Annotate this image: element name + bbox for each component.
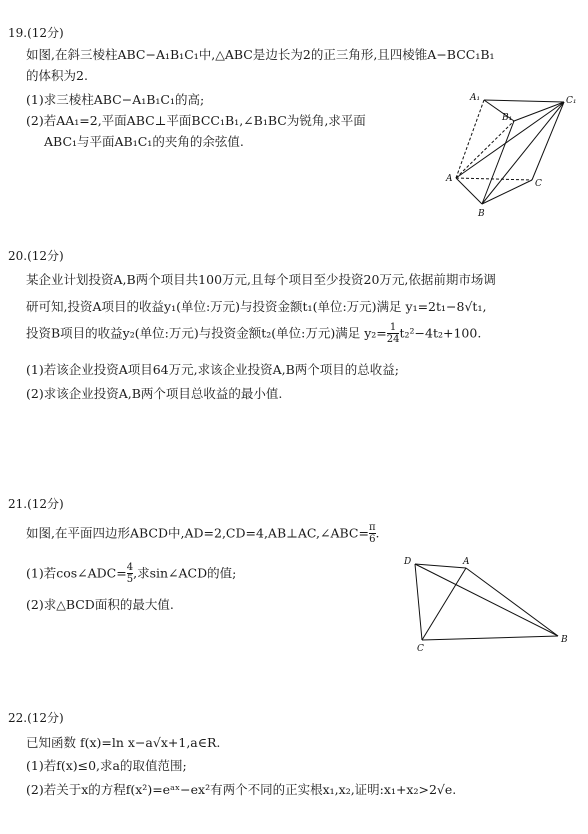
edge-ac — [456, 178, 532, 180]
problem-19-line-2: 的体积为2. — [26, 68, 88, 83]
problem-21-part-1a: (1)若cos∠ADC= — [26, 565, 127, 581]
label-d: D — [404, 557, 412, 567]
label-a: A — [446, 174, 453, 184]
prism-figure — [440, 88, 580, 224]
problem-22-part-2: (2)若关于x的方程f(x²)=eᵃˣ−ex²有两个不同的正实根x₁,x₂,证明:x₁+x₂>2√e. — [26, 782, 457, 797]
problem-21-part-1 — [26, 563, 236, 585]
fraction-den: 24 — [386, 334, 400, 345]
problem-19-line-1: 如图,在斜三棱柱ABC−A₁B₁C₁中,△ABC是边长为2的正三角形,且四棱锥A−BCC₁B₁ — [26, 47, 495, 62]
label-b: B — [478, 209, 485, 219]
label-a: A — [463, 557, 470, 567]
problem-20-part-1: (1)若该企业投资A项目64万元,求该企业投资A,B两个项目的总收益; — [26, 362, 400, 377]
diag-db — [415, 564, 558, 636]
edge-cd — [415, 564, 422, 640]
problem-21-line-1 — [26, 523, 380, 545]
fraction-num: 4 — [126, 562, 134, 573]
problem-19-header: 19.(12分) — [8, 26, 64, 40]
problem-21-part-2: (2)求△BCD面积的最大值. — [26, 597, 174, 612]
problem-20-line-1: 某企业计划投资A,B两个项目共100万元,且每个项目至少投资20万元,依据前期市场调 — [26, 272, 496, 287]
problem-22-header: 22.(12分) — [8, 711, 64, 725]
diag-ab1 — [456, 121, 514, 178]
edge-aa1 — [456, 100, 484, 178]
fraction-num: 1 — [389, 322, 397, 333]
problem-19-part-2-cont: ABC₁与平面AB₁C₁的夹角的余弦值. — [44, 134, 244, 149]
problem-21-line-1b: . — [375, 525, 380, 541]
problem-20-part-2: (2)求该企业投资A,B两个项目总收益的最小值. — [26, 386, 283, 401]
problem-21-part-1b: ,求sin∠ACD的值; — [133, 565, 237, 581]
label-a1: A₁ — [470, 93, 481, 103]
edge-a1c1 — [484, 100, 564, 102]
fraction-den: 6 — [369, 534, 376, 545]
problem-22-part-1: (1)若f(x)≤0,求a的取值范围; — [26, 758, 187, 773]
problem-20-line-3b: t₂²−4t₂+100. — [399, 325, 482, 341]
label-b: B — [561, 635, 568, 645]
edge-ab — [466, 568, 558, 636]
problem-20-line-2: 研可知,投资A项目的收益y₁(单位:万元)与投资金额t₁(单位:万元)满足 y₁=2t₁−8√t₁, — [26, 299, 487, 314]
label-b1: B₁ — [502, 113, 513, 123]
problem-19-part-1: (1)求三棱柱ABC−A₁B₁C₁的高; — [26, 92, 205, 107]
edge-ab — [456, 178, 482, 204]
fraction-num: π — [368, 522, 376, 533]
problem-20-header: 20.(12分) — [8, 249, 64, 263]
problem-21-line-1a: 如图,在平面四边形ABCD中,AD=2,CD=4,AB⊥AC,∠ABC= — [26, 525, 369, 541]
problem-22-line-1: 已知函数 f(x)=ln x−a√x+1,a∈R. — [26, 735, 221, 750]
label-c: C — [417, 644, 424, 654]
label-c1: C₁ — [566, 96, 577, 106]
fraction-1-24 — [387, 323, 400, 345]
label-c: C — [535, 179, 542, 189]
problem-19-part-2: (2)若AA₁=2,平面ABC⊥平面BCC₁B₁,∠B₁BC为锐角,求平面 — [26, 113, 366, 128]
problem-20-line-3a: 投资B项目的收益y₂(单位:万元)与投资金额t₂(单位:万元)满足 y₂= — [26, 325, 387, 341]
edge-bb1 — [482, 121, 514, 204]
fraction-den: 5 — [126, 574, 134, 585]
quadrilateral-figure — [400, 552, 575, 656]
problem-21-header: 21.(12分) — [8, 497, 64, 511]
problem-20-line-3 — [26, 323, 481, 345]
edge-bc — [422, 636, 558, 640]
fraction-pi-6 — [369, 523, 376, 545]
